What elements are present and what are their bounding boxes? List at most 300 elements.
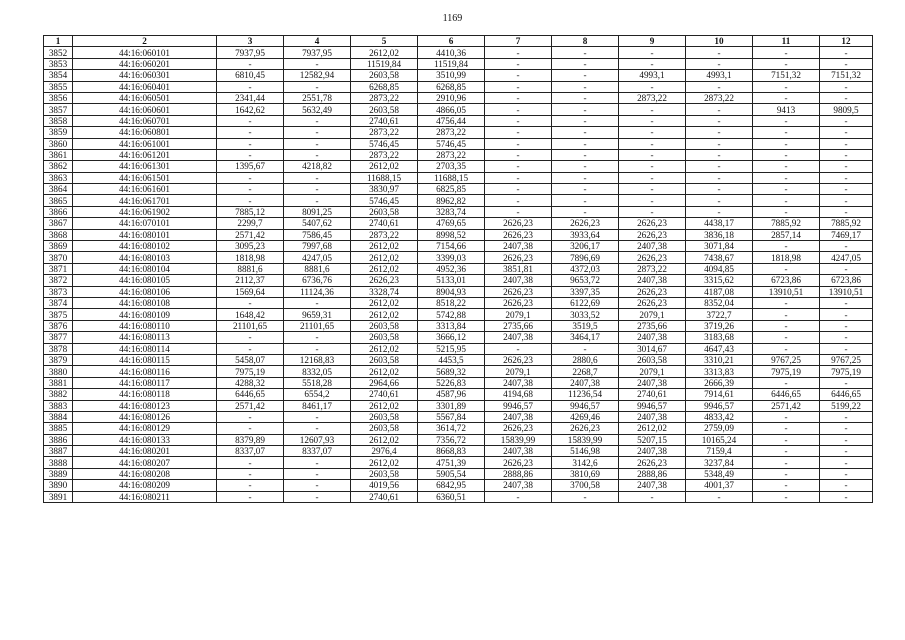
- table-cell: 2407,38: [485, 480, 552, 491]
- table-cell: -: [753, 320, 820, 331]
- table-cell: 9767,25: [753, 354, 820, 365]
- table-cell: 2407,38: [485, 446, 552, 457]
- table-cell: 2888,86: [485, 468, 552, 479]
- table-cell: 5207,15: [619, 434, 686, 445]
- table-cell: 44:16:080113: [73, 332, 217, 343]
- table-cell: -: [753, 457, 820, 468]
- table-cell: 3313,83: [686, 366, 753, 377]
- table-cell: 3399,03: [418, 252, 485, 263]
- table-cell: 2571,42: [753, 400, 820, 411]
- table-cell: 3464,17: [552, 332, 619, 343]
- table-cell: 15839,99: [485, 434, 552, 445]
- table-cell: 2407,38: [552, 377, 619, 388]
- table-cell: -: [619, 115, 686, 126]
- table-cell: 9809,5: [820, 104, 873, 115]
- table-cell: 9659,31: [284, 309, 351, 320]
- table-cell: 9946,57: [552, 400, 619, 411]
- table-cell: 3183,68: [686, 332, 753, 343]
- table-cell: 3237,84: [686, 457, 753, 468]
- table-cell: -: [284, 195, 351, 206]
- table-cell: 7438,67: [686, 252, 753, 263]
- table-cell: -: [820, 297, 873, 308]
- table-row: [44, 480, 873, 491]
- table-cell: 2740,61: [619, 389, 686, 400]
- table-cell: 2873,22: [351, 127, 418, 138]
- table-cell: -: [686, 184, 753, 195]
- table-cell: -: [217, 468, 284, 479]
- table-cell: 2407,38: [485, 275, 552, 286]
- table-cell: -: [217, 457, 284, 468]
- table-cell: 5746,45: [418, 138, 485, 149]
- table-cell: -: [284, 297, 351, 308]
- table-cell: 12168,83: [284, 354, 351, 365]
- table-cell: 2857,14: [753, 229, 820, 240]
- table-cell: 44:16:080123: [73, 400, 217, 411]
- table-cell: 2603,58: [351, 354, 418, 365]
- table-cell: -: [284, 58, 351, 69]
- table-cell: -: [820, 309, 873, 320]
- table-cell: -: [686, 491, 753, 502]
- table-cell: -: [485, 138, 552, 149]
- table-cell: 44:16:080133: [73, 434, 217, 445]
- table-cell: 2079,1: [619, 366, 686, 377]
- table-cell: 2603,58: [619, 354, 686, 365]
- table-cell: -: [820, 161, 873, 172]
- table-cell: 2407,38: [619, 480, 686, 491]
- table-cell: -: [552, 81, 619, 92]
- table-cell: 3862: [44, 161, 73, 172]
- table-cell: -: [284, 491, 351, 502]
- table-cell: 5133,01: [418, 275, 485, 286]
- table-cell: 3868: [44, 229, 73, 240]
- table-cell: 3854: [44, 70, 73, 81]
- table-cell: 44:16:080108: [73, 297, 217, 308]
- table-cell: 5746,45: [351, 195, 418, 206]
- table-cell: -: [217, 297, 284, 308]
- table-cell: -: [552, 343, 619, 354]
- table-cell: 3856: [44, 92, 73, 103]
- table-cell: -: [753, 81, 820, 92]
- table-cell: 8668,83: [418, 446, 485, 457]
- table-cell: 4952,36: [418, 263, 485, 274]
- table-cell: 44:16:080118: [73, 389, 217, 400]
- table-cell: 2407,38: [485, 241, 552, 252]
- table-cell: 2079,1: [619, 309, 686, 320]
- table-cell: -: [284, 184, 351, 195]
- table-cell: 2759,09: [686, 423, 753, 434]
- table-cell: -: [284, 172, 351, 183]
- table-cell: 3810,69: [552, 468, 619, 479]
- table-cell: 2626,23: [619, 286, 686, 297]
- table-row: [44, 434, 873, 445]
- table-cell: 4866,05: [418, 104, 485, 115]
- table-cell: 11688,15: [351, 172, 418, 183]
- table-cell: 5632,49: [284, 104, 351, 115]
- table-cell: -: [485, 104, 552, 115]
- table-cell: -: [217, 58, 284, 69]
- table-cell: 13910,51: [753, 286, 820, 297]
- table-cell: 2551,78: [284, 92, 351, 103]
- table-cell: 2407,38: [619, 411, 686, 422]
- table-cell: 6736,76: [284, 275, 351, 286]
- table-cell: 44:16:080209: [73, 480, 217, 491]
- table-cell: 2079,1: [485, 309, 552, 320]
- table-cell: 6810,45: [217, 70, 284, 81]
- table-row: [44, 263, 873, 274]
- table-cell: 3519,5: [552, 320, 619, 331]
- table-cell: 3315,62: [686, 275, 753, 286]
- table-cell: -: [284, 81, 351, 92]
- table-cell: 2603,58: [351, 70, 418, 81]
- table-cell: -: [753, 241, 820, 252]
- table-cell: 3719,26: [686, 320, 753, 331]
- table-cell: -: [485, 47, 552, 58]
- table-cell: -: [485, 195, 552, 206]
- table-cell: 2603,58: [351, 206, 418, 217]
- table-row: [44, 468, 873, 479]
- table-cell: 3881: [44, 377, 73, 388]
- table-cell: 44:16:080126: [73, 411, 217, 422]
- table-cell: -: [619, 149, 686, 160]
- table-cell: -: [686, 58, 753, 69]
- table-cell: 3880: [44, 366, 73, 377]
- table-cell: -: [753, 47, 820, 58]
- table-cell: 2888,86: [619, 468, 686, 479]
- table-cell: 6122,69: [552, 297, 619, 308]
- table-cell: -: [485, 81, 552, 92]
- table-cell: 3883: [44, 400, 73, 411]
- table-row: [44, 241, 873, 252]
- table-cell: 5199,22: [820, 400, 873, 411]
- table-cell: -: [753, 184, 820, 195]
- table-cell: -: [284, 457, 351, 468]
- table-cell: -: [552, 161, 619, 172]
- table-cell: 7885,92: [753, 218, 820, 229]
- table-cell: 2407,38: [619, 377, 686, 388]
- table-row: [44, 377, 873, 388]
- table-cell: -: [753, 468, 820, 479]
- table-cell: 2740,61: [351, 218, 418, 229]
- table-cell: -: [284, 480, 351, 491]
- table-cell: 44:16:060101: [73, 47, 217, 58]
- table-cell: 2964,66: [351, 377, 418, 388]
- table-cell: 2079,1: [485, 366, 552, 377]
- column-header: 5: [351, 36, 418, 47]
- table-row: [44, 286, 873, 297]
- table-cell: -: [686, 161, 753, 172]
- table-cell: -: [753, 343, 820, 354]
- table-cell: 4751,39: [418, 457, 485, 468]
- table-cell: 2873,22: [351, 149, 418, 160]
- table-cell: 6268,85: [351, 81, 418, 92]
- table-cell: 2873,22: [418, 149, 485, 160]
- table-row: [44, 229, 873, 240]
- column-header: 12: [820, 36, 873, 47]
- table-cell: 7937,95: [284, 47, 351, 58]
- table-cell: 3310,21: [686, 354, 753, 365]
- table-cell: 2626,23: [485, 297, 552, 308]
- table-cell: -: [686, 195, 753, 206]
- table-cell: 4453,5: [418, 354, 485, 365]
- table-cell: 4756,44: [418, 115, 485, 126]
- table-cell: 3855: [44, 81, 73, 92]
- table-cell: 1818,98: [217, 252, 284, 263]
- table-cell: -: [284, 138, 351, 149]
- table-cell: 3871: [44, 263, 73, 274]
- table-cell: 3851,81: [485, 263, 552, 274]
- table-cell: 44:16:080114: [73, 343, 217, 354]
- table-cell: -: [753, 195, 820, 206]
- table-cell: 12582,94: [284, 70, 351, 81]
- column-header: 1: [44, 36, 73, 47]
- table-cell: -: [217, 115, 284, 126]
- table-cell: -: [753, 491, 820, 502]
- table-cell: 2703,35: [418, 161, 485, 172]
- table-cell: 2268,7: [552, 366, 619, 377]
- table-cell: 2407,38: [619, 275, 686, 286]
- table-cell: 3033,52: [552, 309, 619, 320]
- table-cell: 11688,15: [418, 172, 485, 183]
- table-cell: -: [820, 172, 873, 183]
- table-row: [44, 47, 873, 58]
- table-cell: 3888: [44, 457, 73, 468]
- table-cell: 2626,23: [552, 218, 619, 229]
- table-cell: 5689,32: [418, 366, 485, 377]
- table-cell: 3095,23: [217, 241, 284, 252]
- table-cell: -: [753, 92, 820, 103]
- table-row: [44, 297, 873, 308]
- table-cell: 2626,23: [619, 252, 686, 263]
- table-cell: 2407,38: [485, 377, 552, 388]
- table-cell: -: [753, 297, 820, 308]
- table-cell: 10165,24: [686, 434, 753, 445]
- table-cell: -: [753, 446, 820, 457]
- table-cell: 7159,4: [686, 446, 753, 457]
- table-cell: 2407,38: [619, 446, 686, 457]
- table-cell: -: [686, 149, 753, 160]
- table-cell: 5905,54: [418, 468, 485, 479]
- table-cell: -: [619, 491, 686, 502]
- table-row: [44, 275, 873, 286]
- table-row: [44, 104, 873, 115]
- table-cell: 44:16:061001: [73, 138, 217, 149]
- table-cell: 44:16:080105: [73, 275, 217, 286]
- table-cell: 44:16:070101: [73, 218, 217, 229]
- table-cell: 3885: [44, 423, 73, 434]
- table-cell: 3666,12: [418, 332, 485, 343]
- table-cell: 3397,35: [552, 286, 619, 297]
- table-cell: -: [485, 343, 552, 354]
- table-cell: 1642,62: [217, 104, 284, 115]
- table-cell: 2626,23: [619, 297, 686, 308]
- table-row: [44, 491, 873, 502]
- table-cell: -: [820, 92, 873, 103]
- table-cell: -: [753, 434, 820, 445]
- table-cell: 3864: [44, 184, 73, 195]
- table-cell: 7885,92: [820, 218, 873, 229]
- table-cell: 4247,05: [284, 252, 351, 263]
- table-cell: 4288,32: [217, 377, 284, 388]
- table-row: [44, 70, 873, 81]
- table-cell: -: [753, 58, 820, 69]
- table-row: [44, 206, 873, 217]
- table-cell: 3865: [44, 195, 73, 206]
- table-cell: 5215,95: [418, 343, 485, 354]
- table-cell: 44:16:080101: [73, 229, 217, 240]
- table-cell: 44:16:060801: [73, 127, 217, 138]
- table-row: [44, 252, 873, 263]
- table-cell: 9653,72: [552, 275, 619, 286]
- table-row: [44, 423, 873, 434]
- table-cell: 2603,58: [351, 104, 418, 115]
- table-cell: -: [217, 343, 284, 354]
- table-cell: 44:16:080208: [73, 468, 217, 479]
- table-cell: -: [552, 127, 619, 138]
- table-cell: -: [820, 320, 873, 331]
- table-cell: 1569,64: [217, 286, 284, 297]
- table-cell: -: [552, 172, 619, 183]
- table-row: [44, 354, 873, 365]
- table-cell: 7151,32: [753, 70, 820, 81]
- column-header: 2: [73, 36, 217, 47]
- table-cell: 8352,04: [686, 297, 753, 308]
- table-cell: -: [820, 47, 873, 58]
- table-cell: 2571,42: [217, 229, 284, 240]
- table-cell: -: [485, 70, 552, 81]
- data-table: [43, 35, 873, 503]
- table-cell: 8461,17: [284, 400, 351, 411]
- table-cell: 44:16:080129: [73, 423, 217, 434]
- table-cell: 2603,58: [351, 423, 418, 434]
- table-cell: 2612,02: [619, 423, 686, 434]
- table-cell: 2341,44: [217, 92, 284, 103]
- table-cell: -: [485, 161, 552, 172]
- table-cell: -: [485, 127, 552, 138]
- table-cell: 2626,23: [351, 275, 418, 286]
- table-row: [44, 184, 873, 195]
- column-header: 6: [418, 36, 485, 47]
- column-header: 3: [217, 36, 284, 47]
- table-cell: -: [284, 149, 351, 160]
- table-cell: 3933,64: [552, 229, 619, 240]
- table-cell: 3510,99: [418, 70, 485, 81]
- table-cell: 2626,23: [552, 423, 619, 434]
- table-cell: 9946,57: [686, 400, 753, 411]
- table-row: [44, 81, 873, 92]
- table-cell: 5348,49: [686, 468, 753, 479]
- table-cell: 3887: [44, 446, 73, 457]
- table-cell: 2299,7: [217, 218, 284, 229]
- table-cell: 7885,12: [217, 206, 284, 217]
- table-cell: -: [820, 115, 873, 126]
- table-cell: 7975,19: [820, 366, 873, 377]
- table-cell: 3857: [44, 104, 73, 115]
- table-cell: -: [284, 468, 351, 479]
- table-cell: 5567,84: [418, 411, 485, 422]
- table-cell: -: [820, 446, 873, 457]
- table-cell: 7914,61: [686, 389, 753, 400]
- table-cell: 8881,6: [284, 263, 351, 274]
- table-cell: 15839,99: [552, 434, 619, 445]
- table-cell: 21101,65: [217, 320, 284, 331]
- table-cell: -: [284, 332, 351, 343]
- table-cell: 2612,02: [351, 161, 418, 172]
- table-cell: -: [217, 149, 284, 160]
- column-header: 8: [552, 36, 619, 47]
- table-cell: 4410,36: [418, 47, 485, 58]
- table-cell: -: [217, 480, 284, 491]
- table-cell: 8962,82: [418, 195, 485, 206]
- table-cell: 3878: [44, 343, 73, 354]
- table-cell: -: [217, 81, 284, 92]
- table-cell: 44:16:060601: [73, 104, 217, 115]
- table-cell: -: [753, 411, 820, 422]
- table-cell: 44:16:080109: [73, 309, 217, 320]
- table-row: [44, 411, 873, 422]
- table-cell: 3830,97: [351, 184, 418, 195]
- table-cell: 2626,23: [485, 457, 552, 468]
- table-cell: 8337,07: [284, 446, 351, 457]
- table-cell: 2626,23: [485, 423, 552, 434]
- table-cell: 44:16:061601: [73, 184, 217, 195]
- table-cell: 2612,02: [351, 457, 418, 468]
- table-cell: -: [552, 58, 619, 69]
- table-cell: -: [552, 104, 619, 115]
- table-cell: -: [619, 138, 686, 149]
- table-cell: -: [217, 195, 284, 206]
- table-cell: -: [217, 332, 284, 343]
- table-cell: -: [686, 138, 753, 149]
- table-cell: 44:16:060501: [73, 92, 217, 103]
- table-cell: 2612,02: [351, 343, 418, 354]
- table-cell: 4019,56: [351, 480, 418, 491]
- table-cell: 44:16:061701: [73, 195, 217, 206]
- table-cell: 5146,98: [552, 446, 619, 457]
- table-cell: -: [485, 491, 552, 502]
- table-cell: 3859: [44, 127, 73, 138]
- table-cell: -: [485, 92, 552, 103]
- table-cell: 6723,86: [753, 275, 820, 286]
- table-cell: 7997,68: [284, 241, 351, 252]
- table-cell: -: [217, 138, 284, 149]
- table-cell: 3858: [44, 115, 73, 126]
- table-cell: 44:16:061301: [73, 161, 217, 172]
- table-cell: -: [284, 343, 351, 354]
- table-cell: 2873,22: [686, 92, 753, 103]
- table-cell: 2626,23: [619, 229, 686, 240]
- table-cell: 8337,07: [217, 446, 284, 457]
- table-cell: 4247,05: [820, 252, 873, 263]
- table-row: [44, 389, 873, 400]
- table-cell: 11124,36: [284, 286, 351, 297]
- table-cell: -: [284, 127, 351, 138]
- table-cell: -: [753, 172, 820, 183]
- table-cell: 7151,32: [820, 70, 873, 81]
- table-cell: 4218,82: [284, 161, 351, 172]
- table-cell: 9946,57: [485, 400, 552, 411]
- table-cell: 4647,43: [686, 343, 753, 354]
- table-cell: 3866: [44, 206, 73, 217]
- table-cell: -: [820, 480, 873, 491]
- table-cell: 7975,19: [753, 366, 820, 377]
- table-cell: 2735,66: [485, 320, 552, 331]
- table-cell: 8518,22: [418, 297, 485, 308]
- table-cell: -: [753, 309, 820, 320]
- table-row: [44, 138, 873, 149]
- table-cell: 2612,02: [351, 252, 418, 263]
- table-cell: 8998,52: [418, 229, 485, 240]
- table-cell: 13910,51: [820, 286, 873, 297]
